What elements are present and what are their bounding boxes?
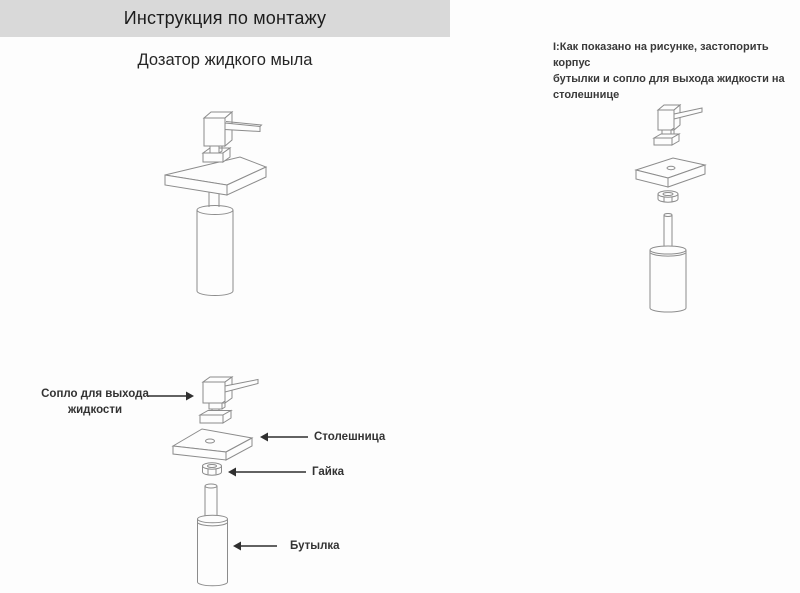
page-title: Инструкция по монтажу: [123, 8, 327, 28]
arrow-to-nut: [226, 465, 308, 484]
assembled-dispenser-drawing: [148, 103, 278, 303]
arrow-to-bottle: [231, 539, 279, 558]
label-bottle: Бутылка: [290, 540, 340, 552]
page-subtitle: Дозатор жидкого мыла: [137, 51, 313, 69]
title-banner: [0, 0, 450, 37]
instruction-line: I:Как показано на рисунке, застопорить корпус: [553, 41, 769, 69]
label-nut: Гайка: [312, 466, 344, 478]
instruction-note: [553, 39, 798, 103]
exploded-dispenser-drawing: [628, 102, 713, 315]
label-nozzle: Сопло для выхода жидкости: [41, 388, 149, 416]
label-countertop: Столешница: [314, 431, 386, 443]
arrow-to-nozzle: [146, 389, 196, 408]
instruction-line: столешнице: [553, 89, 620, 101]
arrow-to-countertop: [258, 430, 310, 449]
instruction-line: бутылки и сопло для выхода жидкости на: [553, 73, 785, 85]
